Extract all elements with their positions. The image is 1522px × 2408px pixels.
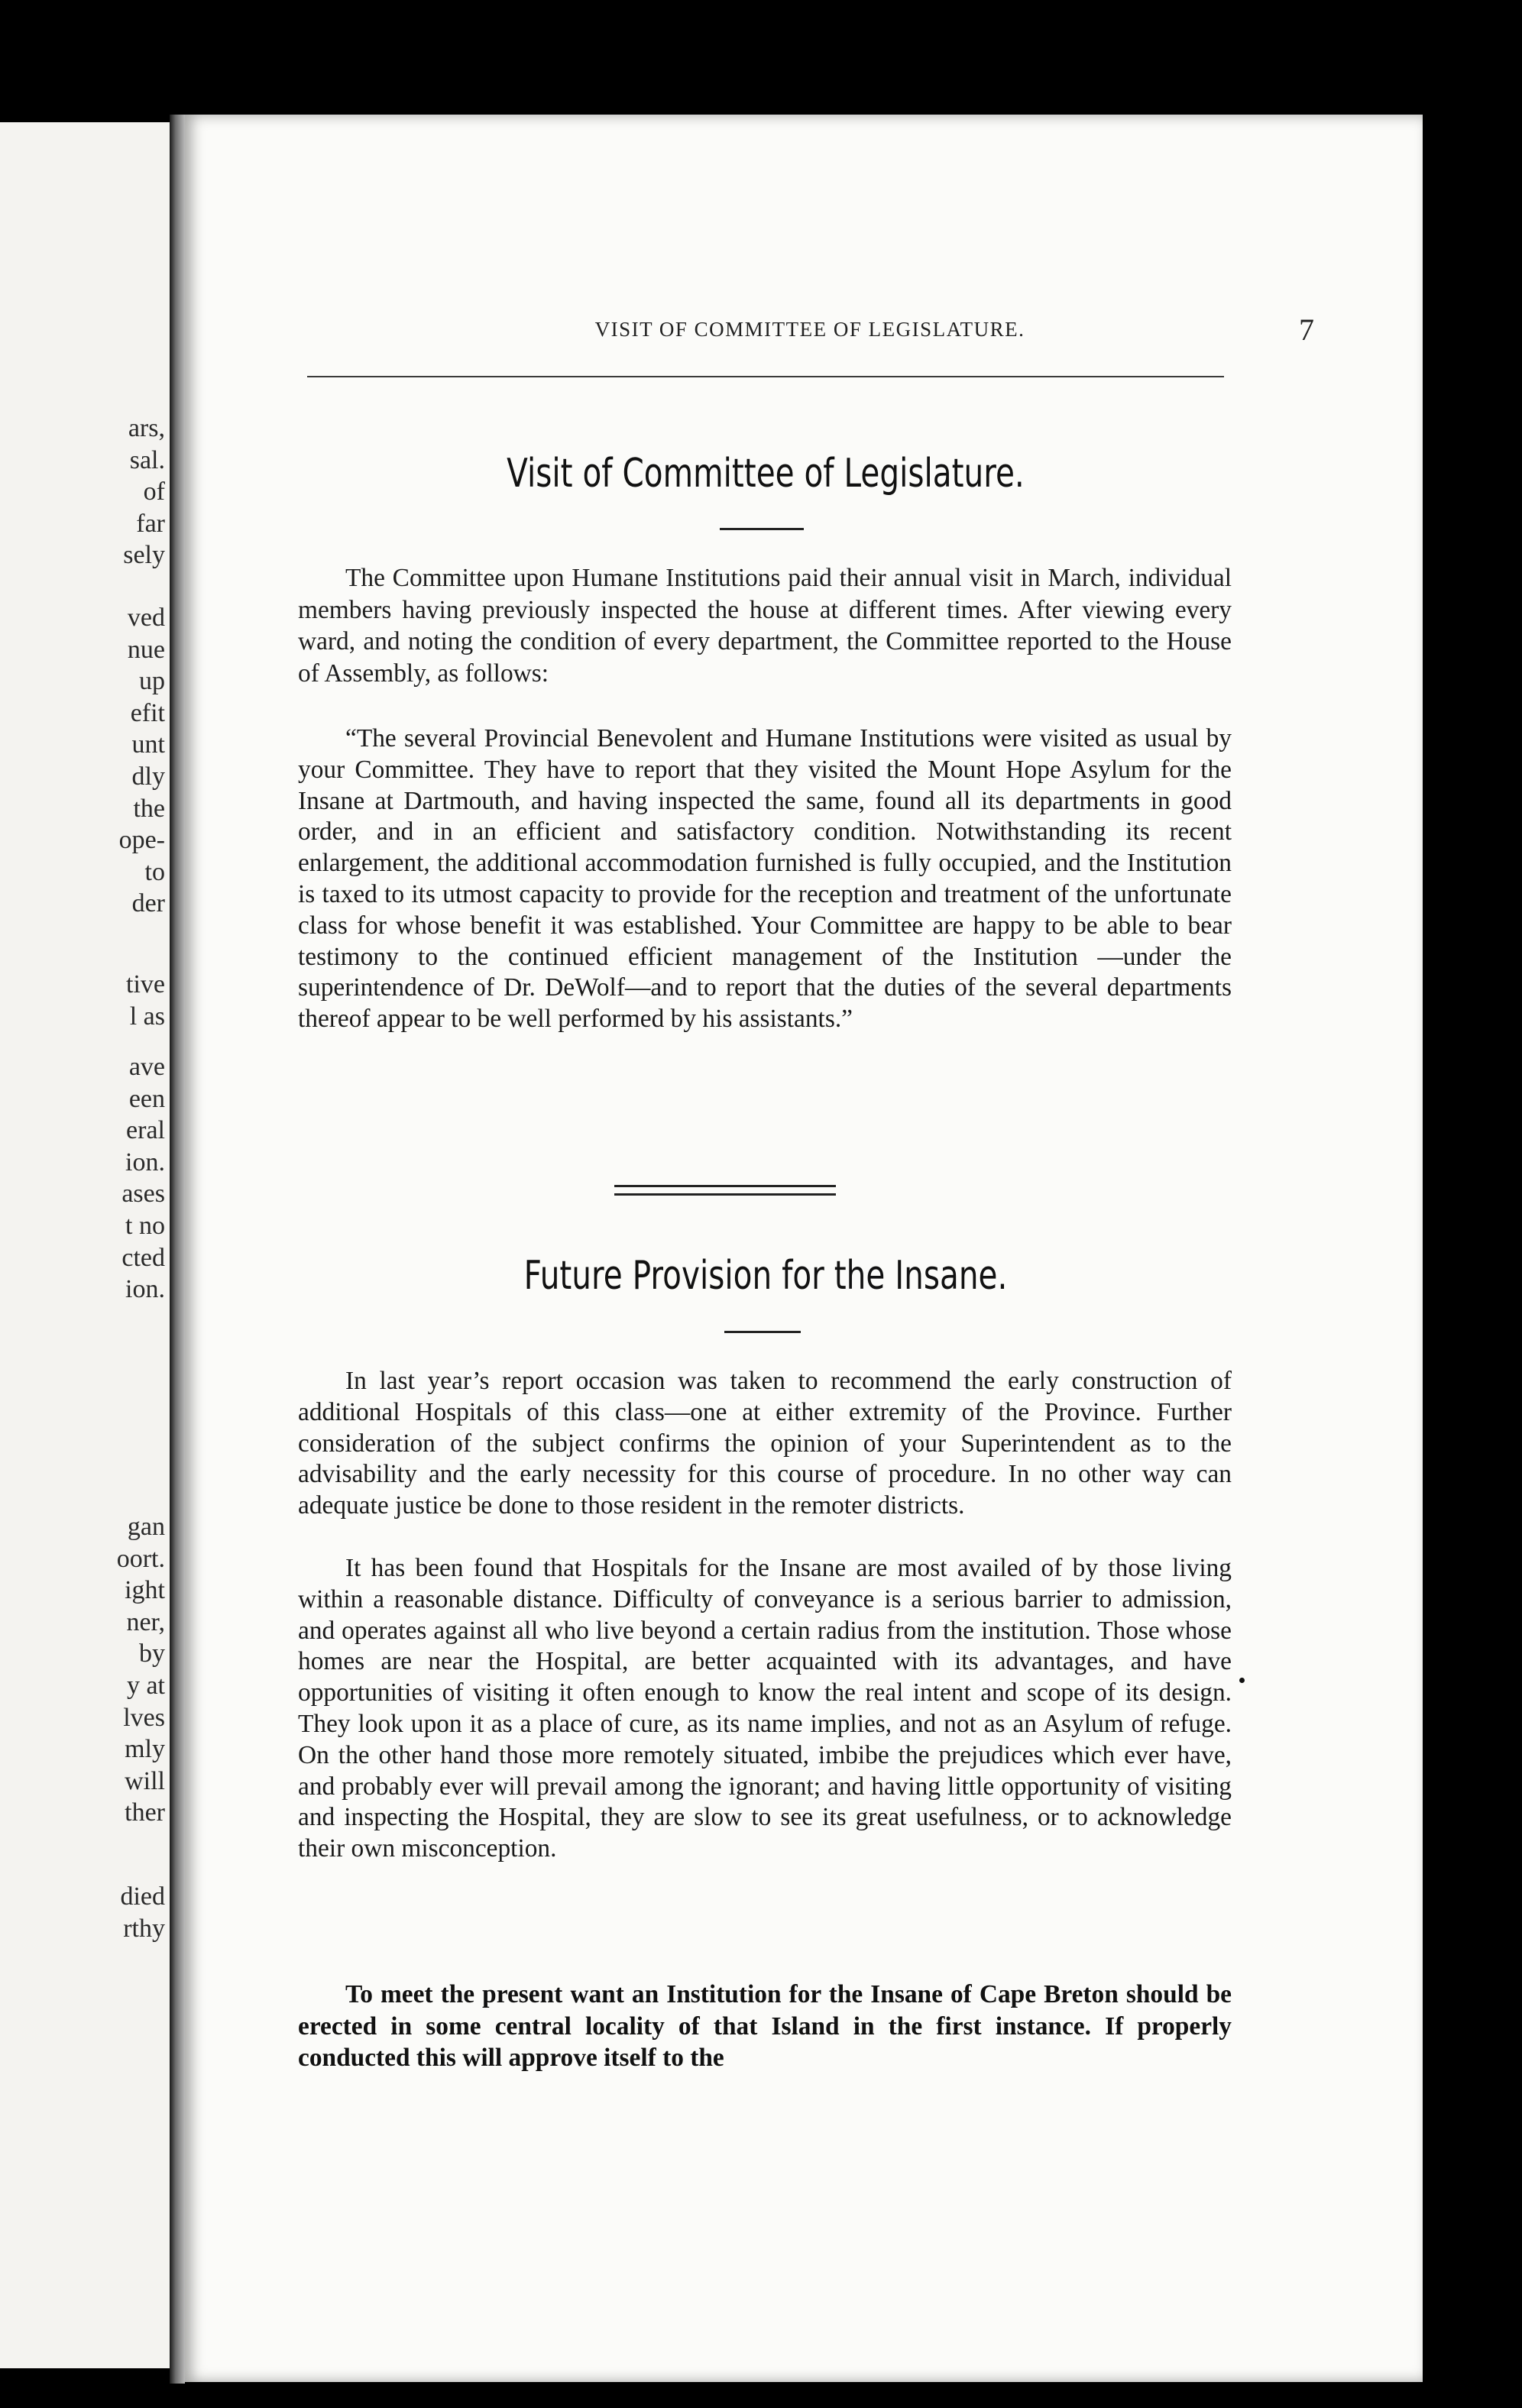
facing-page-text-fragment: eral: [126, 1116, 165, 1145]
facing-page-text-fragment: ner,: [126, 1607, 165, 1636]
facing-page-text-fragment: ars,: [128, 414, 165, 442]
facing-page-text-fragment: t no: [125, 1212, 165, 1240]
facing-page-text-fragment: lves: [123, 1703, 165, 1732]
ink-speck: [1239, 1678, 1245, 1683]
facing-page-text-fragment: l as: [129, 1002, 165, 1031]
running-title: VISIT OF COMMITTEE OF LEGISLATURE.: [594, 318, 1025, 341]
facing-page-text-fragment: der: [131, 889, 165, 918]
facing-page-text-fragment: ight: [125, 1576, 165, 1605]
facing-page-text-fragment: ope-: [118, 826, 165, 855]
paragraph: The Committee upon Humane Institutions paid their annual visit in March, individual members having previously inspected the house at different times. After viewing every ward, and noting the condition of every department, the Committee reported to the House of Assembly, as follows:: [298, 564, 1232, 688]
facing-page-text-fragment: tive: [126, 970, 165, 998]
title-underline: [720, 528, 804, 530]
facing-page-text-fragment: oort.: [116, 1544, 165, 1573]
running-head: [306, 312, 1314, 351]
page: [185, 115, 1423, 2382]
facing-page-text-fragment: sal.: [129, 445, 165, 474]
section-title-visit: Visit of Committee of Legislature.: [507, 451, 1025, 497]
facing-page-text-fragment: ases: [121, 1180, 165, 1209]
facing-page-text-fragment: nue: [127, 635, 165, 664]
facing-page-text-fragment: mly: [125, 1735, 165, 1764]
facing-page-text-fragment: efit: [130, 698, 165, 727]
facing-page-text-fragment: ave: [128, 1053, 165, 1081]
section-title-future-provision: Future Provision for the Insane.: [523, 1253, 1008, 1299]
facing-page-text-fragment: unt: [131, 730, 165, 759]
quoted-report-paragraph: “The several Provincial Benevolent and Humane Institutions were visited as usual by your Committee. They have to report that they visited the Mount Hope Asylum for the Insane at Dartmouth, and having inspected the same, found all its departments in good order, and in an efficient and satisfactory condition. Notwithstanding its recent enlargement, the additional accommodation furnished is fully occupied, and the Institution is taxed to its utmost capacity to provide for the reception and treatment of the unfortunate class for whose benefit it was established. Your Committee are happy to be able to bear testimony to the continued efficient management of the Institution —under the superintendence of Dr. DeWolf—and to report that the duties of the several departments thereof appear to be well performed by his assistants.”: [298, 724, 1232, 1034]
facing-page-text-fragment: rthy: [123, 1914, 165, 1943]
paragraph: To meet the present want an Institution for the Insane of Cape Breton should be erected in some central locality of that Island in the first instance. If properly conducted this will approve itself to the: [298, 1980, 1232, 2073]
facing-page-text-fragment: ion.: [125, 1147, 165, 1176]
facing-page-fragment: [0, 122, 170, 2368]
facing-page-text-fragment: will: [125, 1766, 165, 1795]
facing-page-text-fragment: een: [128, 1084, 165, 1113]
book-gutter: [170, 115, 185, 2384]
paragraph: In last year’s report occasion was taken to recommend the early construction of additional Hospitals of this class—one at either extremity of the Province. Further consideration of the subject confirms the opinion of your Superintendent as to the advisability and the early necessity for this course of procedure. In no other way can adequate justice be done to those resident in the remoter districts.: [298, 1367, 1232, 1520]
facing-page-text-fragment: ion.: [125, 1275, 165, 1304]
facing-page-text-fragment: ved: [127, 604, 165, 632]
title-underline: [724, 1331, 801, 1333]
facing-page-text-fragment: of: [143, 477, 165, 507]
facing-page-text-fragment: dly: [131, 762, 165, 791]
page-number: 7: [1299, 312, 1314, 347]
facing-page-text-fragment: by: [139, 1639, 165, 1668]
facing-page-text-fragment: died: [120, 1882, 165, 1911]
section-divider: [614, 1185, 836, 1196]
facing-page-text-fragment: gan: [127, 1513, 165, 1541]
facing-page-text-fragment: the: [133, 794, 165, 823]
header-rule: [307, 376, 1224, 377]
paragraph: It has been found that Hospitals for the Insane are most availed of by those living within a reasonable distance. Difficulty of conveyance is a serious barrier to admission, and operates against all who live beyond a certain radius from the institution. Those whose homes are near the Hospital, are better acquainted with its advantages, and have opportunities of visiting it often enough to know the real intent and scope of its design. They look upon it as a place of cure, as its name implies, and not as an Asylum of refuge. On the other hand those more remotely situated, imbibe the prejudices which ever have, and probably ever will prevail among the ignorant; and having little opportunity of visiting and inspecting the Hospital, they are slow to see its great usefulness, or to acknowledge their own misconception.: [298, 1554, 1232, 1863]
facing-page-text-fragment: ther: [125, 1798, 165, 1827]
facing-page-text-fragment: y at: [126, 1672, 165, 1700]
facing-page-text-fragment: cted: [121, 1243, 165, 1272]
facing-page-text-fragment: to: [144, 857, 165, 886]
facing-page-text-fragment: sely: [123, 541, 165, 570]
facing-page-text-fragment: up: [139, 667, 165, 696]
facing-page-text-fragment: far: [136, 509, 165, 538]
